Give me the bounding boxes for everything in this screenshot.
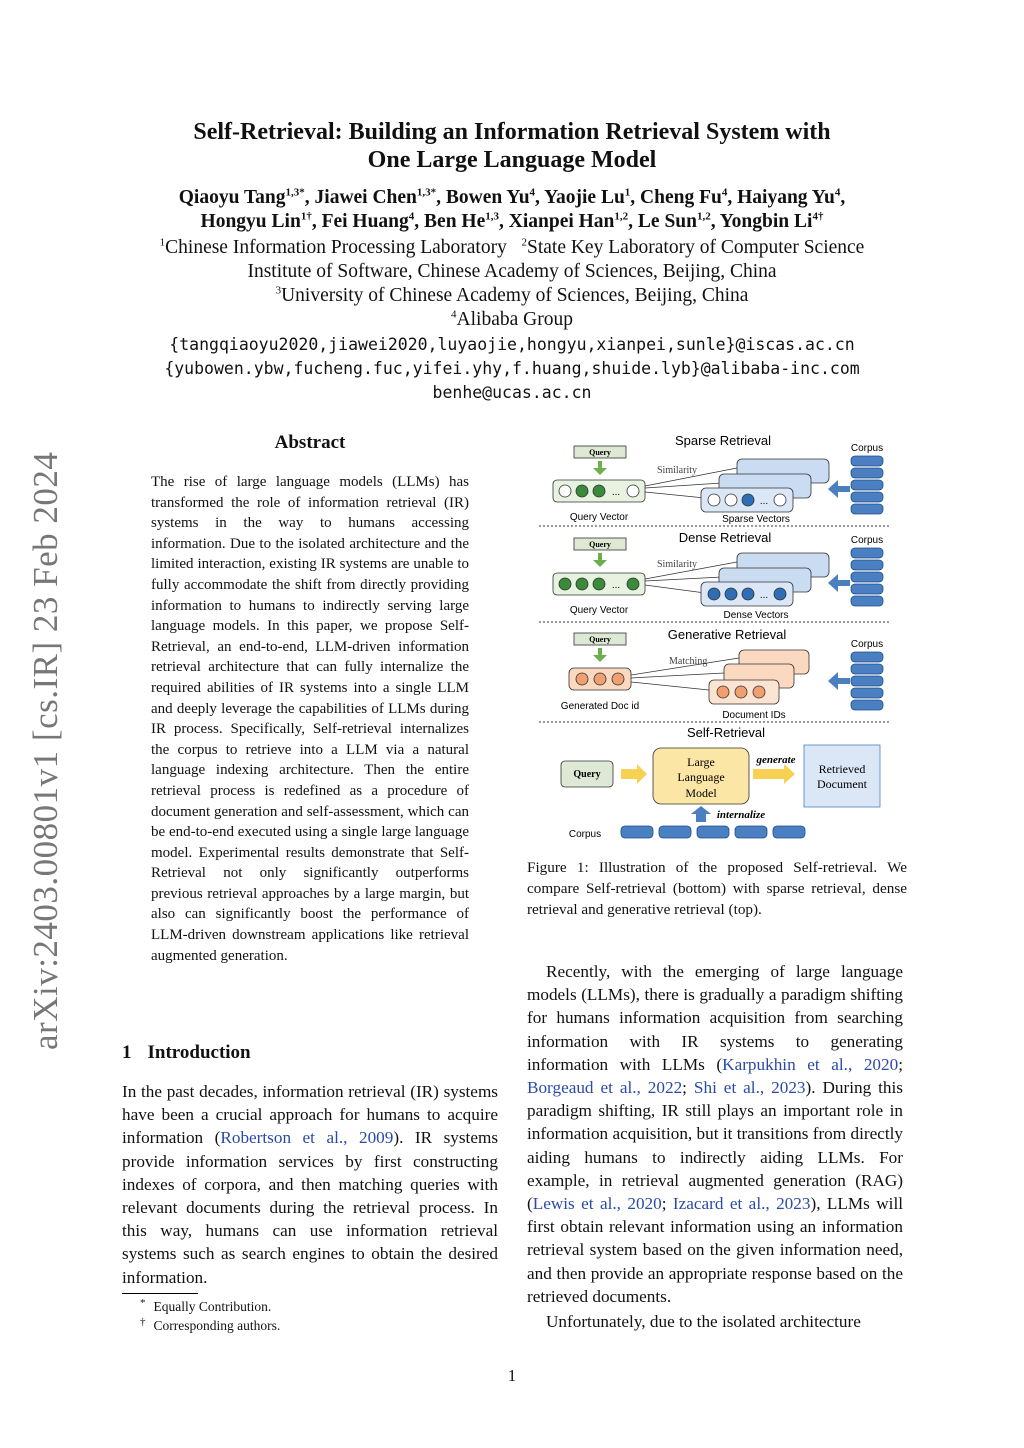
affiliation-4: $^4$Alibaba Group (451, 308, 573, 330)
footnotes (140, 1297, 280, 1335)
query-vector-label: Query Vector (569, 512, 629, 523)
svg-text:...: ... (759, 590, 769, 601)
author: Hongyu Lin (200, 211, 301, 232)
title-line-1: Self-Retrieval: Building an Information Retrieval System with (193, 119, 831, 145)
title-line-2: One Large Language Model (367, 147, 657, 173)
citation-link[interactable]: Izacard et al., 2023 (672, 1194, 811, 1214)
author: Ben He (424, 211, 486, 232)
arrow-right-icon (621, 764, 647, 784)
svg-text:...: ... (611, 580, 621, 591)
author: Le Sun (637, 211, 697, 232)
footnote-rule (122, 1293, 198, 1294)
dense-vectors-label: Dense Vectors (723, 610, 789, 621)
svg-text:Large: Large (687, 755, 715, 769)
svg-text:Query: Query (573, 769, 601, 780)
svg-text:Language: Language (677, 770, 725, 784)
intro-paragraph: In the past decades, information retrieval (IR) systems have been a crucial approach for humans to acquire information (Robertson et al., 2009). IR systems provide information services by first constructing indexes of corpora, and then matching queries with relevant documents during the retrieval process. In this way, humans can use information retrieval systems such as search engines to obtain the desired information. (122, 1082, 499, 1287)
citation-link[interactable]: Borgeaud et al., 2022 (527, 1078, 683, 1098)
figure-1-diagram (527, 428, 907, 848)
author: Haiyang Yu (737, 187, 835, 208)
author: Cheng Fu (640, 187, 722, 208)
arrow-right-icon (753, 764, 795, 784)
arrow-up-icon (691, 806, 711, 822)
section-heading-introduction (122, 1042, 267, 1064)
sparse-retrieval-title: Sparse Retrieval (674, 433, 772, 448)
paragraph: Unfortunately, due to the isolated architecture (546, 1312, 861, 1332)
abstract-heading: Abstract (274, 432, 346, 453)
internalize-label: internalize (716, 809, 766, 821)
author: Fei Huang (321, 211, 409, 232)
svg-text:Similarity: Similarity (657, 559, 697, 570)
paragraph: Recently, with the emerging of large language models (LLMs), there is gradually a paradigm shifting for humans information acquisition from searching information with IR systems to generating information with LLMs (Karpukhin et al., 2020; Borgeaud et al., 2022; Shi et al., 2023). During this paradigm shifting, IR still plays an important role in information acquisition, but it transitions from directly aiding humans to indirectly aiding LLMs. For example, in retrieval augmented generation (RAG) (Lewis et al., 2020; Izacard et al., 2023), LLMs will first obtain relevant information using an information retrieval system based on the given information need, and then provide an appropriate response based on the retrieved documents. (527, 962, 904, 1306)
footnote: * Equally Contribution. (140, 1296, 272, 1314)
generate-label: generate (756, 754, 796, 766)
email-line-2[interactable]: {yubowen.ybw,fucheng.fuc,yifei.yhy,f.huang,shuide.lyb}@alibaba-inc.com (164, 359, 860, 378)
query-label: Query (589, 448, 611, 457)
citation-link[interactable]: Shi et al., 2023 (693, 1078, 806, 1098)
footnote: † Corresponding authors. (140, 1315, 281, 1333)
matching-label: Matching (669, 656, 708, 667)
affiliation-3: $^3$University of Chinese Academy of Sciences, Beijing, China (275, 284, 749, 306)
svg-text:Query: Query (589, 635, 611, 644)
svg-text:Retrieved: Retrieved (818, 762, 866, 776)
citation-link[interactable]: Lewis et al., 2020 (532, 1194, 662, 1214)
retrieved-document-box (804, 745, 880, 807)
svg-text:Corpus: Corpus (850, 639, 884, 650)
corpus-row (621, 826, 805, 838)
right-column-text (527, 960, 903, 1333)
page-number: 1 (507, 1366, 517, 1385)
sparse-vectors-label: Sparse Vectors (722, 514, 790, 525)
email-line-3[interactable]: benhe@ucas.ac.cn (432, 383, 592, 402)
author: Bowen Yu (445, 187, 530, 208)
similarity-label: Similarity (657, 465, 697, 476)
generated-doc-id-label: Generated Doc id (560, 701, 640, 712)
email-line-1[interactable]: {tangqiaoyu2020,jiawei2020,luyaojie,hongyu,xianpei,sunle}@iscas.ac.cn (169, 335, 855, 354)
section-title: Introduction (147, 1042, 251, 1063)
svg-text:...: ... (611, 487, 621, 498)
citation-link[interactable]: Karpukhin et al., 2020 (722, 1054, 899, 1074)
svg-text:...: ... (759, 496, 769, 507)
figure-caption: Figure 1: Illustration of the proposed Self-retrieval. We compare Self-retrieval (bottom) with sparse retrieval, dense retrieval and generative retrieval (top). (527, 859, 907, 918)
corpus-label: Corpus (850, 443, 884, 454)
author: Yaojie Lu (544, 187, 625, 208)
self-retrieval-title: Self-Retrieval (686, 725, 766, 740)
svg-text:Corpus: Corpus (568, 829, 602, 840)
generative-retrieval-title: Generative Retrieval (667, 627, 787, 642)
affiliation-1-2: $^1$Chinese Information Processing Laboratory $^2$State Key Laboratory of Computer Science (159, 236, 865, 258)
svg-text:Document: Document (817, 777, 867, 791)
svg-text:Corpus: Corpus (850, 535, 884, 546)
paper-title (120, 118, 904, 174)
corpus-stack (851, 456, 883, 514)
dense-retrieval-title: Dense Retrieval (678, 530, 772, 545)
arxiv-stamp: arXiv:2403.00801v1 [cs.IR] 23 Feb 2024 (26, 451, 65, 1050)
author: Yongbin Li (719, 211, 813, 232)
affiliation-2-line2: Institute of Software, Chinese Academy of Sciences, Beijing, China (247, 261, 777, 282)
author: Qiaoyu Tang (178, 187, 286, 208)
svg-text:Model: Model (685, 786, 717, 800)
query-vector-label: Query Vector (569, 605, 629, 616)
authors-line-1: Qiaoyu Tang$^{1,3*}$, Jiawei Chen$^{1,3*}$, Bowen Yu$^4$, Yaojie Lu$^1$, Cheng Fu$^4$, Haiyang Yu$^4$, (178, 186, 846, 208)
abstract-body: The rise of large language models (LLMs) has transformed the role of information retrieval (IR) systems in the way to humans accessing information. Due to the isolated architecture and the limited interaction, existing IR systems are unable to fully accommodate the shift from directly providing information to humans to indirectly serving large language models. In this paper, we propose Self-Retrieval, an end-to-end, LLM-driven information retrieval architecture that can fully internalize the required abilities of IR systems into a single LLM and deeply leverage the capabilities of LLMs during IR process. Specifically, Self-retrieval internalizes the corpus to retrieve into a LLM via a natural language indexing architecture. Then the entire retrieval process is redefined as a procedure of document generation and self-assessment, which can be end-to-end executed using a single large language model. Experimental results demonstrate that Self-Retrieval not only significantly outperforms previous retrieval approaches by a large margin, but also can significantly boost the performance of LLM-driven downstream applications like retrieval augmented generation. (151, 474, 469, 964)
citation-link[interactable]: Robertson et al., 2009 (220, 1128, 394, 1148)
author: Jiawei Chen (314, 187, 417, 208)
authors-line-2: Hongyu Lin$^{1\dagger}$, Fei Huang$^4$, Ben He$^{1,3}$, Xianpei Han$^{1,2}$, Le Sun$^{1,2}$, Yongbin $Li^{4\dagger}$ (200, 210, 824, 232)
author: Xianpei Han (508, 211, 615, 232)
section-number: 1 (122, 1042, 132, 1063)
svg-text:Query: Query (589, 540, 611, 549)
document-ids-label: Document IDs (722, 710, 786, 721)
